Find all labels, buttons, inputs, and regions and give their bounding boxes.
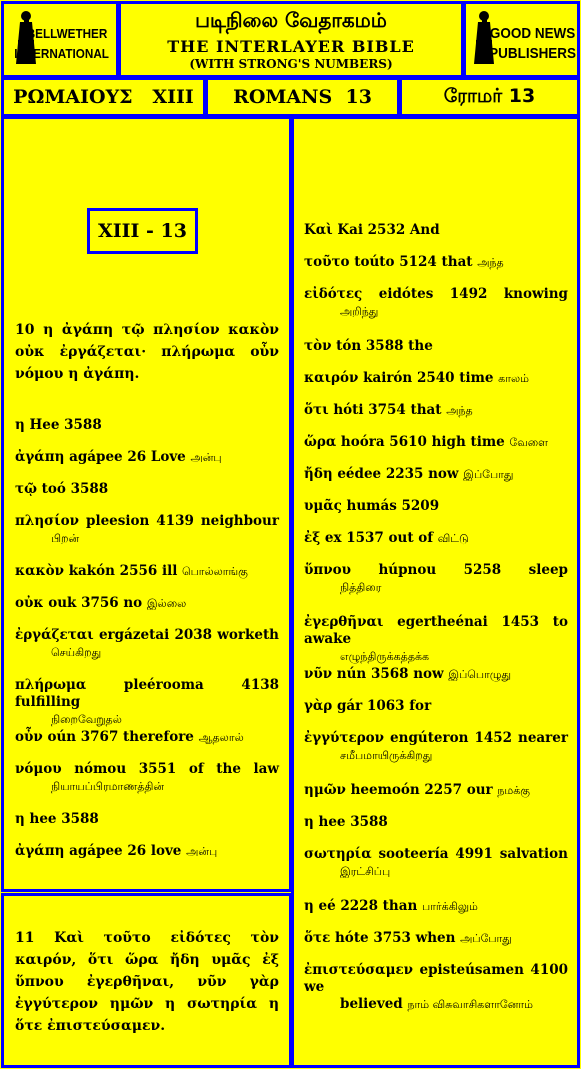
word-entry: [304, 666, 568, 683]
svg-text:BELLWETHER: BELLWETHER: [26, 26, 108, 42]
good-news-logo: [463, 1, 580, 78]
nav-greek: [1, 77, 206, 117]
nav-english: [205, 77, 400, 117]
word-entry-main: ἀγάπη agápee 26 Love அன்பு: [15, 449, 222, 465]
word-entry-main: η hee 3588: [304, 814, 388, 830]
word-entry: [304, 614, 568, 665]
word-entry: [304, 466, 568, 483]
title-box: [118, 1, 464, 78]
verse-11: 11 Καὶ τοῦτο εἰδότες τὸν καιρόν, ὅτι ὥρα ἤδη υμᾶς ἐξ ὕπνου ἐγερθῆναι, νῦν γὰρ ἐγγύτερον ημῶν η σωτηρία η ὅτε ἐπιστεύσαμεν.: [15, 930, 279, 1034]
nav-english-label: ROMANS 13: [233, 86, 372, 108]
word-entry: [304, 370, 568, 387]
word-entry-main: η Hee 3588: [15, 417, 102, 433]
word-entry-main: ἐξ ex 1537 out of விட்டு: [304, 530, 469, 546]
nav-tamil-label: ரோமர் 13: [443, 84, 536, 107]
word-entry-tamil: வேளை: [509, 436, 549, 449]
word-entry-tamil: காலம்: [498, 372, 529, 385]
word-entry-tamil: believed நாம் விசுவாசிகளானோம்: [340, 996, 533, 1012]
word-entry-tamil: அறிந்து: [340, 305, 379, 318]
verse-10: 10 η ἀγάπη τῷ πλησίον κακὸν οὐκ ἐργάζεται· πλήρωμα οὖν νόμου η ἀγάπη.: [15, 322, 279, 382]
word-entry: [304, 222, 568, 239]
word-entry-main: ὕπνου húpnou 5258 sleep: [304, 562, 568, 578]
word-entry-tamil: பிறன்: [51, 532, 80, 545]
nav-tamil: [399, 77, 580, 117]
word-entry-tamil: செய்கிறது: [51, 646, 102, 659]
chapter-label: XIII - 13: [87, 208, 198, 254]
word-entry-main: γὰρ gár 1063 for: [304, 698, 432, 714]
word-entry: [15, 417, 279, 434]
word-entry-tamil: நமக்கு: [497, 784, 530, 797]
word-entry-main: τὸν tón 3588 the: [304, 338, 433, 354]
word-entry-main: ἤδη eédee 2235 now இப்போது: [304, 466, 514, 482]
word-entry-main: κακὸν kakón 2556 ill பொல்லாங்கு: [15, 563, 248, 579]
word-entry-main: πλησίον pleesion 4139 neighbour: [15, 513, 279, 529]
word-entry-main: ἐπιστεύσαμεν episteúsamen 4100 we: [304, 962, 568, 995]
word-entry-tamil: இல்லை: [146, 597, 187, 610]
word-entry-tamil: நிறைவேறுதல்: [51, 713, 122, 726]
word-entry: [304, 402, 568, 419]
word-entry-main: η eé 2228 than பார்க்கிலும்: [304, 898, 478, 914]
word-entry: [304, 254, 568, 271]
word-entry-tamil: அன்பு: [186, 845, 218, 858]
word-entry-main: η hee 3588: [15, 811, 99, 827]
word-entry: [15, 449, 279, 466]
word-entry: [304, 530, 568, 547]
word-entry: [304, 698, 568, 715]
title-tamil: படிநிலை வேதாகமம்: [195, 8, 387, 32]
word-entry-tamil: அப்போது: [460, 932, 512, 945]
word-entry-tamil: பொல்லாங்கு: [182, 565, 248, 578]
word-entry: [15, 729, 279, 746]
word-entry-tamil: இப்பொழுது: [448, 668, 512, 681]
word-entry: [304, 498, 568, 515]
svg-text:PUBLISHERS: PUBLISHERS: [489, 45, 577, 63]
word-entry-tamil: ஆதலால்: [198, 731, 244, 744]
word-entry-tamil-extra: நாம் விசுவாசிகளானோம்: [407, 998, 533, 1011]
word-entry-tamil: நித்திரை: [340, 581, 382, 594]
word-entry-main: ἐργάζεται ergázetai 2038 worketh: [15, 627, 279, 643]
word-entry-main: σωτηρία sooteería 4991 salvation: [304, 846, 568, 862]
word-entry-main: ἀγάπη agápee 26 love அன்பு: [15, 843, 218, 859]
word-entry-main: εἰδότες eidótes 1492 knowing: [304, 286, 568, 302]
word-entry: [15, 563, 279, 580]
word-entry-main: υμᾶς humás 5209: [304, 498, 440, 514]
word-entry: [15, 481, 279, 498]
word-entry: [15, 811, 279, 828]
svg-text:INTERNATIONAL: INTERNATIONAL: [14, 46, 109, 62]
word-entry-main: ἐγερθῆναι egertheénai 1453 to awake: [304, 614, 568, 647]
word-entry-main: ἐγγύτερον engúteron 1452 nearer: [304, 730, 568, 746]
word-entry-main: νόμου nómou 3551 of the law: [15, 761, 279, 777]
word-entry: [304, 434, 568, 451]
word-entry-tamil: நியாயப்பிரமாணத்தின்: [51, 780, 165, 793]
word-entry-tamil: எழுந்திருக்கத்தக்க: [340, 650, 430, 663]
word-entry-main: τοῦτο toúto 5124 that அந்த: [304, 254, 504, 270]
word-entry: [304, 846, 568, 880]
word-entry-tamil: அன்பு: [190, 451, 222, 464]
word-entry-main: ὥρα hoóra 5610 high time வேளை: [304, 434, 549, 450]
word-entry-main: Καὶ Kai 2532 And: [304, 222, 440, 238]
word-entry-tamil: இரட்சிப்பு: [340, 865, 391, 878]
word-entry: [304, 562, 568, 596]
word-entry-tamil: இப்போது: [463, 468, 514, 481]
word-entry: [304, 898, 568, 915]
word-entry-main: οὖν oún 3767 therefore ஆதலால்: [15, 729, 244, 745]
word-entry-main: οὐκ ouk 3756 no இல்லை: [15, 595, 187, 611]
word-entry: [15, 627, 279, 661]
word-entry-tamil: சமீபமாயிருக்கிறது: [340, 749, 433, 762]
word-entry: [304, 962, 568, 1013]
nav-greek-label: ΡΩΜΑΙΟΥΣ XIII: [13, 86, 194, 108]
word-entry: [15, 513, 279, 547]
word-entry-main: πλήρωμα pleérooma 4138 fulfilling: [15, 677, 279, 710]
word-entry-main: νῦν nún 3568 now இப்பொழுது: [304, 666, 512, 682]
word-entry-main: καιρόν kairón 2540 time காலம்: [304, 370, 529, 386]
word-entry-main: τῷ toó 3588: [15, 481, 109, 497]
word-entry: [15, 595, 279, 612]
word-entry-main: ὅτι hóti 3754 that அந்த: [304, 402, 473, 418]
word-entry-tamil: விட்டு: [437, 532, 469, 545]
word-entry: [304, 338, 568, 355]
title-english: THE INTERLAYER BIBLE: [167, 37, 415, 56]
word-entry-main: ὅτε hóte 3753 when அப்போது: [304, 930, 512, 946]
word-entry-main: ημῶν heemoón 2257 our நமக்கு: [304, 782, 530, 798]
word-entry: [15, 843, 279, 860]
word-entry: [304, 782, 568, 799]
word-entry: [304, 730, 568, 764]
bellwether-logo-icon: [4, 4, 116, 75]
word-entry: [15, 677, 279, 728]
word-entry-tamil: பார்க்கிலும்: [421, 900, 478, 913]
word-entry: [304, 930, 568, 947]
good-news-logo-icon: [466, 4, 577, 75]
svg-text:GOOD NEWS: GOOD NEWS: [489, 25, 576, 43]
word-entry: [304, 814, 568, 831]
word-entry: [304, 286, 568, 320]
subtitle: (WITH STRONG'S NUMBERS): [189, 57, 393, 71]
word-entry-tamil: அந்த: [446, 404, 473, 417]
word-entry: [15, 761, 279, 795]
word-entry-tamil: அந்த: [477, 256, 504, 269]
bellwether-logo: [1, 1, 119, 78]
